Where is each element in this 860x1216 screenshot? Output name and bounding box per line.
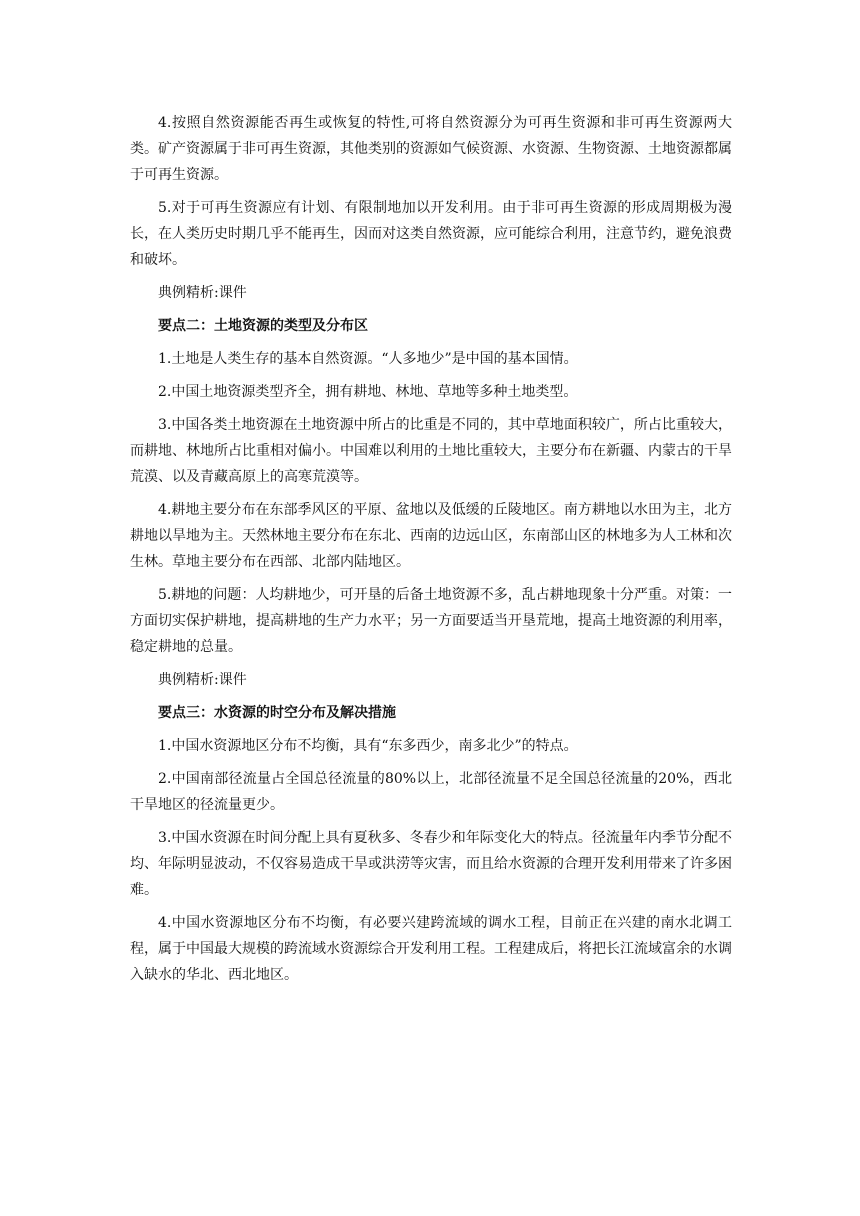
paragraph-runoff: 2.中国南部径流量占全国总径流量的80%以上，北部径流量不足全国总径流量的20%，西北干旱地区的径流量更少。 (130, 771, 732, 813)
paragraph-land-distribution: 4.耕地主要分布在东部季风区的平原、盆地以及低缓的丘陵地区。南方耕地以水田为主，北方耕地以旱地为主。天然林地主要分布在东北、西南的边远山区，东南部山区的林地多为人工林和次生林。草地主要分布在西部、北部内陆地区。 (130, 502, 732, 570)
paragraph-water-transfer: 4.中国水资源地区分布不均衡，有必要兴建跨流域的调水工程，目前正在兴建的南水北调工程，属于中国最大规模的跨流域水资源综合开发利用工程。工程建成后，将把长江流域富余的水调入缺水的华北、西北地区。 (130, 915, 732, 983)
paragraph-farmland-issues: 5.耕地的问题：人均耕地少，可开垦的后备土地资源不多，乱占耕地现象十分严重。对策：一方面切实保护耕地，提高耕地的生产力水平；另一方面要适当开垦荒地，提高土地资源的利用率，稳定耕地的总量。 (130, 587, 732, 655)
paragraph-renewable-use: 5.对于可再生资源应有计划、有限制地加以开发利用。由于非可再生资源的形成周期极为漫长，在人类历史时期几乎不能再生，因而对这类自然资源，应可能综合利用，注意节约，避免浪费和破坏。 (130, 200, 732, 268)
example-note: 典例精析:课件 (158, 672, 247, 688)
document-body (130, 110, 732, 995)
paragraph-water-time-distribution: 3.中国水资源在时间分配上具有夏秋多、冬春少和年际变化大的特点。径流量年内季节分配不均、年际明显波动，不仅容易造成干旱或洪涝等灾害，而且给水资源的合理开发利用带来了许多困难。 (130, 830, 732, 898)
paragraph-water-distribution: 1.中国水资源地区分布不均衡，具有“东多西少，南多北少”的特点。 (158, 738, 578, 754)
paragraph-land-types: 2.中国土地资源类型齐全，拥有耕地、林地、草地等多种土地类型。 (158, 384, 578, 400)
paragraph-land-proportion: 3.中国各类土地资源在土地资源中所占的比重是不同的，其中草地面积较广，所占比重较大，而耕地、林地所占比重相对偏小。中国难以利用的土地比重较大，主要分布在新疆、内蒙古的干旱荒漠、以及青藏高原上的高寒荒漠等。 (130, 417, 732, 485)
paragraph-resource-classification: 4.按照自然资源能否再生或恢复的特性,可将自然资源分为可再生资源和非可再生资源两大类。矿产资源属于非可再生资源，其他类别的资源如气候资源、水资源、生物资源、土地资源都属于可再生资源。 (130, 115, 732, 183)
example-note: 典例精析:课件 (158, 285, 247, 301)
section-heading-land-resources: 要点二：土地资源的类型及分布区 (158, 318, 368, 334)
paragraph-land-basic: 1.土地是人类生存的基本自然资源。“人多地少”是中国的基本国情。 (158, 351, 578, 367)
section-heading-water-resources: 要点三：水资源的时空分布及解决措施 (158, 705, 396, 721)
